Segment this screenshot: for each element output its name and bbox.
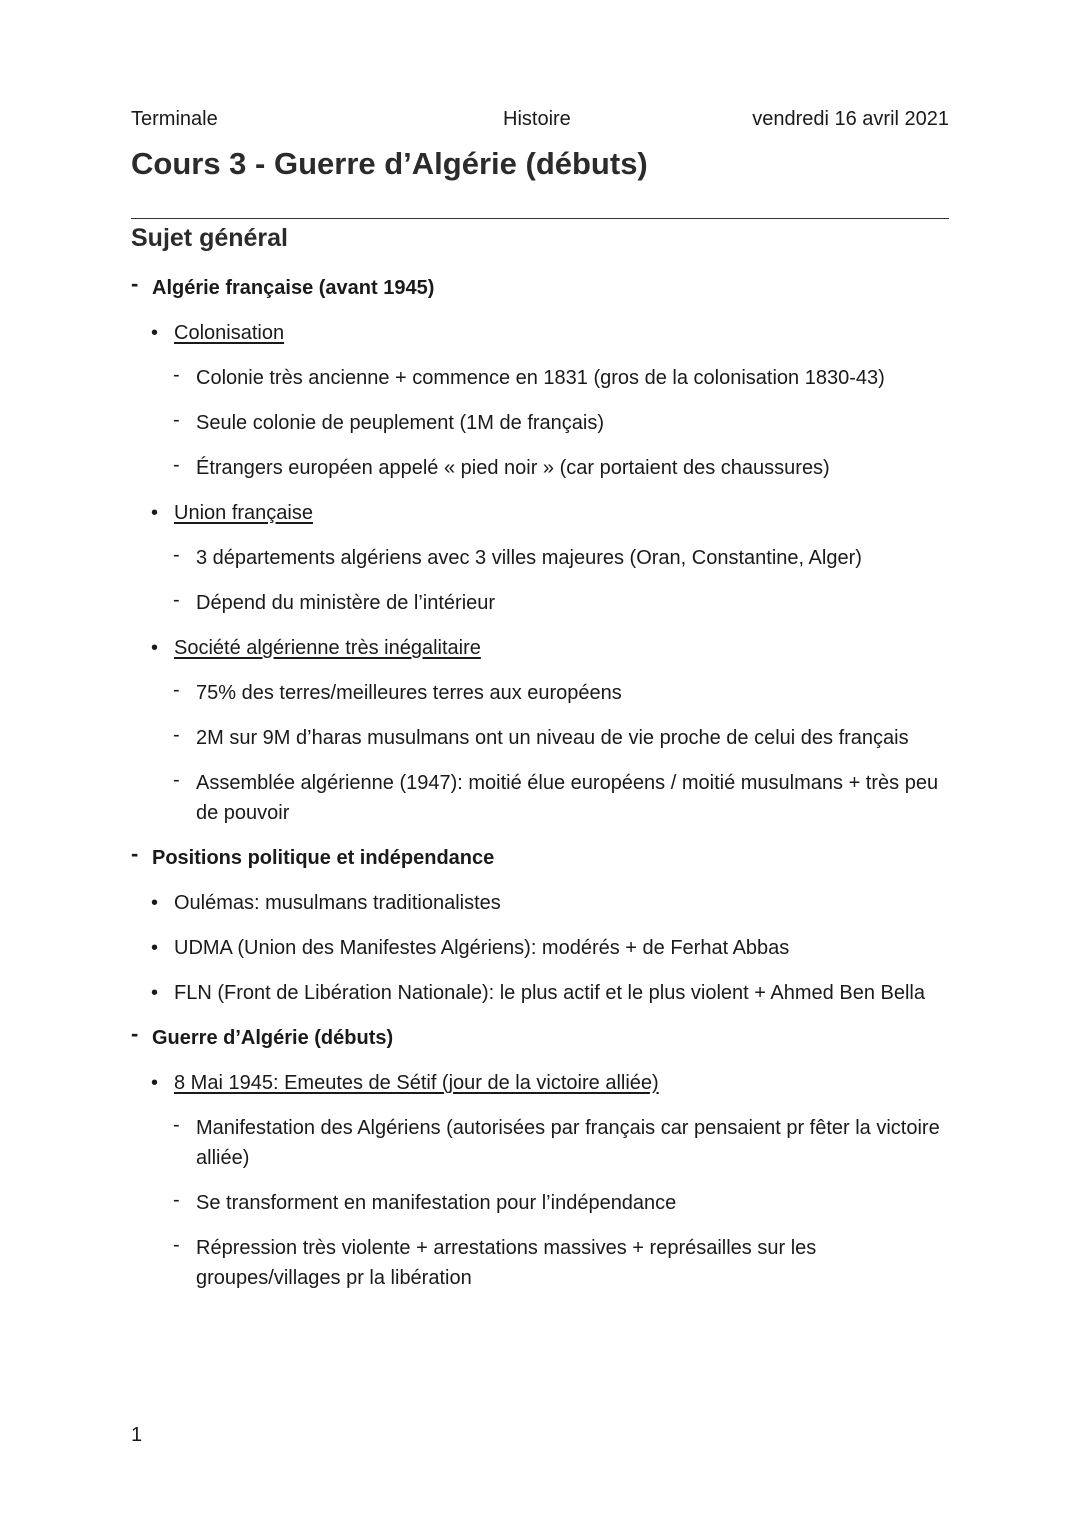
bullet-item — [131, 933, 949, 963]
bullet-marker: • — [151, 637, 159, 659]
dash-marker: - — [173, 1234, 180, 1256]
dash-marker: - — [173, 679, 180, 701]
detail-item — [131, 723, 949, 753]
detail-item-text: Assemblée algérienne (1947): moitié élue européens / moitié musulmans + très peu de pouvoir — [196, 772, 939, 824]
bullet-marker: • — [151, 1072, 159, 1094]
header-class-label: Terminale — [131, 108, 218, 130]
detail-item-text: Répression très violente + arrestations massives + représailles sur les groupes/villages pr la libération — [196, 1237, 817, 1289]
detail-item — [131, 1188, 949, 1218]
outline-heading — [131, 843, 949, 873]
dash-marker: - — [131, 841, 139, 866]
bullet-item-text: 8 Mai 1945: Emeutes de Sétif (jour de la victoire alliée) — [174, 1072, 659, 1094]
outline-heading-text: Positions politique et indépendance — [152, 847, 495, 869]
header-subject-label: Histoire — [503, 108, 571, 130]
dash-marker: - — [131, 1021, 139, 1046]
page-title: Cours 3 - Guerre d’Algérie (débuts) — [131, 146, 648, 181]
detail-item — [131, 453, 949, 483]
outline-heading-text: Guerre d’Algérie (débuts) — [152, 1027, 394, 1049]
bullet-item — [131, 888, 949, 918]
dash-marker: - — [173, 589, 180, 611]
outline-heading — [131, 1023, 949, 1053]
bullet-item-text: FLN (Front de Libération Nationale): le plus actif et le plus violent + Ahmed Ben Bella — [174, 982, 925, 1004]
outline-heading-text: Algérie française (avant 1945) — [152, 277, 435, 299]
detail-item — [131, 588, 949, 618]
detail-item-text: Seule colonie de peuplement (1M de français) — [196, 412, 605, 434]
dash-marker: - — [173, 1114, 180, 1136]
detail-item — [131, 678, 949, 708]
detail-item — [131, 363, 949, 393]
bullet-item-text: Oulémas: musulmans traditionalistes — [174, 892, 501, 914]
dash-marker: - — [173, 1189, 180, 1211]
bullet-marker: • — [151, 982, 159, 1004]
bullet-item — [131, 1068, 949, 1098]
dash-marker: - — [173, 769, 180, 791]
detail-item-text: 2M sur 9M d’haras musulmans ont un niveau de vie proche de celui des français — [196, 727, 909, 749]
outline-list — [131, 273, 949, 1308]
detail-item-text: Manifestation des Algériens (autorisées par français car pensaient pr fêter la victoire alliée) — [196, 1117, 940, 1169]
bullet-item — [131, 633, 949, 663]
bullet-item-text: Colonisation — [174, 322, 285, 344]
detail-item-text: Étrangers européen appelé « pied noir » (car portaient des chaussures) — [196, 457, 830, 479]
dash-marker: - — [173, 409, 180, 431]
page-number: 1 — [131, 1424, 143, 1446]
title-divider — [131, 218, 949, 219]
bullet-item-text: UDMA (Union des Manifestes Algériens): modérés + de Ferhat Abbas — [174, 937, 790, 959]
detail-item-text: 75% des terres/meilleures terres aux européens — [196, 682, 622, 704]
bullet-marker: • — [151, 937, 159, 959]
dash-marker: - — [173, 724, 180, 746]
detail-item-text: 3 départements algériens avec 3 villes majeures (Oran, Constantine, Alger) — [196, 547, 862, 569]
detail-item — [131, 1233, 949, 1293]
bullet-marker: • — [151, 502, 159, 524]
detail-item — [131, 768, 949, 828]
bullet-item — [131, 318, 949, 348]
detail-item-text: Dépend du ministère de l’intérieur — [196, 592, 496, 614]
bullet-marker: • — [151, 892, 159, 914]
bullet-marker: • — [151, 322, 159, 344]
bullet-item-text: Union française — [174, 502, 313, 524]
detail-item — [131, 543, 949, 573]
dash-marker: - — [173, 364, 180, 386]
detail-item — [131, 1113, 949, 1173]
dash-marker: - — [173, 544, 180, 566]
bullet-item — [131, 978, 949, 1008]
detail-item-text: Se transforment en manifestation pour l’indépendance — [196, 1192, 677, 1214]
detail-item — [131, 408, 949, 438]
section-title: Sujet général — [131, 224, 288, 252]
bullet-item — [131, 498, 949, 528]
detail-item-text: Colonie très ancienne + commence en 1831 (gros de la colonisation 1830-43) — [196, 367, 885, 389]
header-date-label: vendredi 16 avril 2021 — [752, 108, 949, 130]
dash-marker: - — [131, 271, 139, 296]
dash-marker: - — [173, 454, 180, 476]
bullet-item-text: Société algérienne très inégalitaire — [174, 637, 481, 659]
outline-heading — [131, 273, 949, 303]
page-header — [131, 108, 949, 136]
